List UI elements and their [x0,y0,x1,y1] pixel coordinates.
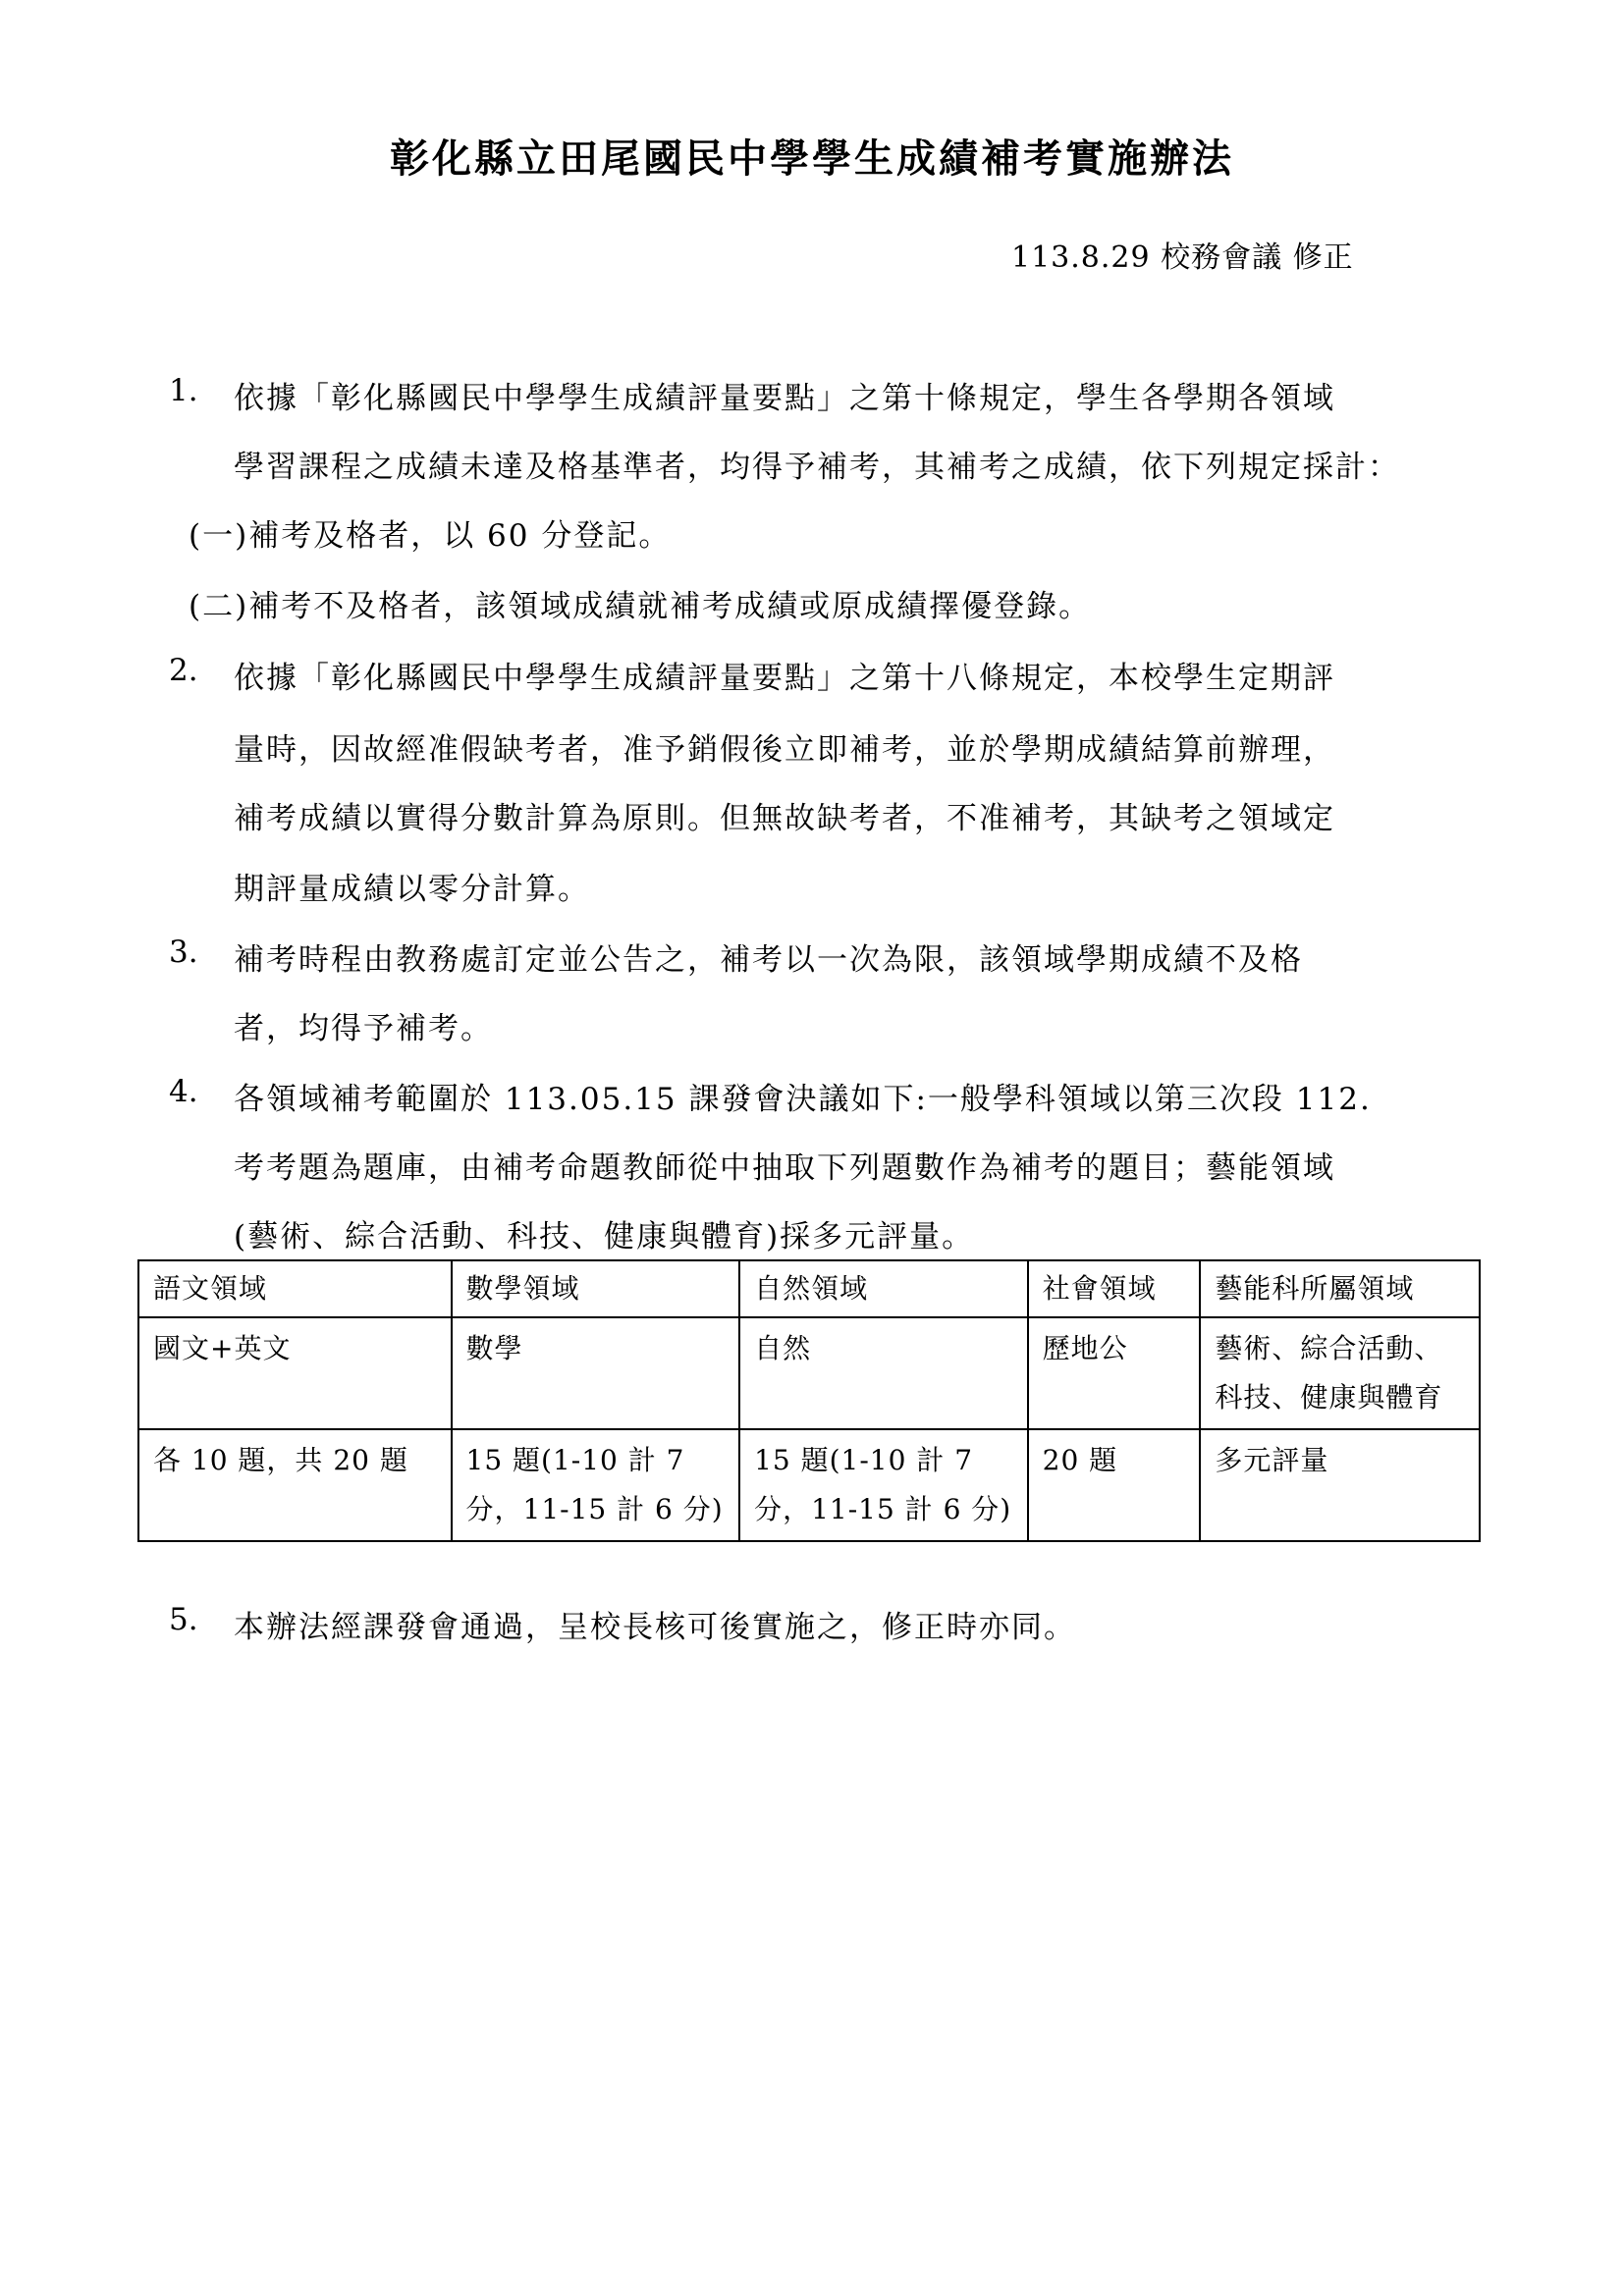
table-cell: 藝術、綜合活動、科技、健康與體育 [1200,1317,1480,1429]
table-cell: 20 題 [1028,1429,1201,1541]
item-5-number: 5. [169,1602,198,1637]
item-2-line-4: 期評量成績以零分計算。 [234,872,590,907]
item-2-number: 2. [169,653,198,688]
table-cell: 國文+英文 [138,1317,452,1429]
item-2-line-3: 補考成績以實得分數計算為原則。但無故缺考者，不准補考，其缺考之領域定 [234,801,1335,836]
item-4-line-1: 各領域補考範圍於 113.05.15 課發會決議如下:一般學科領域以第三次段 112. [234,1082,1372,1117]
table-header-cell: 語文領域 [138,1260,452,1317]
table-cell: 自然 [739,1317,1028,1429]
table-cell: 各 10 題，共 20 題 [138,1429,452,1541]
table-header-cell: 藝能科所屬領域 [1200,1260,1480,1317]
item-3-line-1: 補考時程由教務處訂定並公告之，補考以一次為限，該領域學期成績不及格 [234,942,1303,978]
item-4-number: 4. [169,1074,198,1109]
table-cell: 15 題(1-10 計 7 分，11-15 計 6 分) [739,1429,1028,1541]
table-cell: 15 題(1-10 計 7 分，11-15 計 6 分) [452,1429,740,1541]
item-2-line-1: 依據「彰化縣國民中學學生成績評量要點」之第十八條規定，本校學生定期評 [234,661,1335,696]
item-5-line-1: 本辦法經課發會通過，呈校長核可後實施之，修正時亦同。 [234,1610,1076,1645]
table-cell: 數學 [452,1317,740,1429]
item-3-line-2: 者，均得予補考。 [234,1011,493,1046]
item-4-line-2: 考考題為題庫，由補考命題教師從中抽取下列題數作為補考的題目；藝能領域 [234,1150,1335,1186]
table-cell: 多元評量 [1200,1429,1480,1541]
table-cell: 歷地公 [1028,1317,1201,1429]
item-3-number: 3. [169,934,198,970]
table-header-cell: 社會領域 [1028,1260,1201,1317]
table-header-row [138,1260,1480,1317]
revision-note: 113.8.29 校務會議 修正 [1011,240,1354,275]
item-4-line-3: (藝術、綜合活動、科技、健康與體育)採多元評量。 [234,1219,975,1255]
table-row [138,1429,1480,1541]
table-row [138,1317,1480,1429]
document-title: 彰化縣立田尾國民中學學生成績補考實施辦法 [390,136,1234,182]
exam-scope-table [137,1259,1481,1542]
item-1-sub-1: (一)補考及格者，以 60 分登記。 [189,518,672,554]
item-1-line-1: 依據「彰化縣國民中學學生成績評量要點」之第十條規定，學生各學期各領域 [234,381,1335,416]
item-2-line-2: 量時，因故經准假缺考者，准予銷假後立即補考，並於學期成績結算前辦理， [234,732,1335,768]
item-1-sub-2: (二)補考不及格者，該領域成績就補考成績或原成績擇優登錄。 [189,589,1092,624]
item-1-line-2: 學習課程之成績未達及格基準者，均得予補考，其補考之成績，依下列規定採計： [234,450,1400,485]
item-1-number: 1. [169,373,198,408]
table-header-cell: 數學領域 [452,1260,740,1317]
table-header-cell: 自然領域 [739,1260,1028,1317]
